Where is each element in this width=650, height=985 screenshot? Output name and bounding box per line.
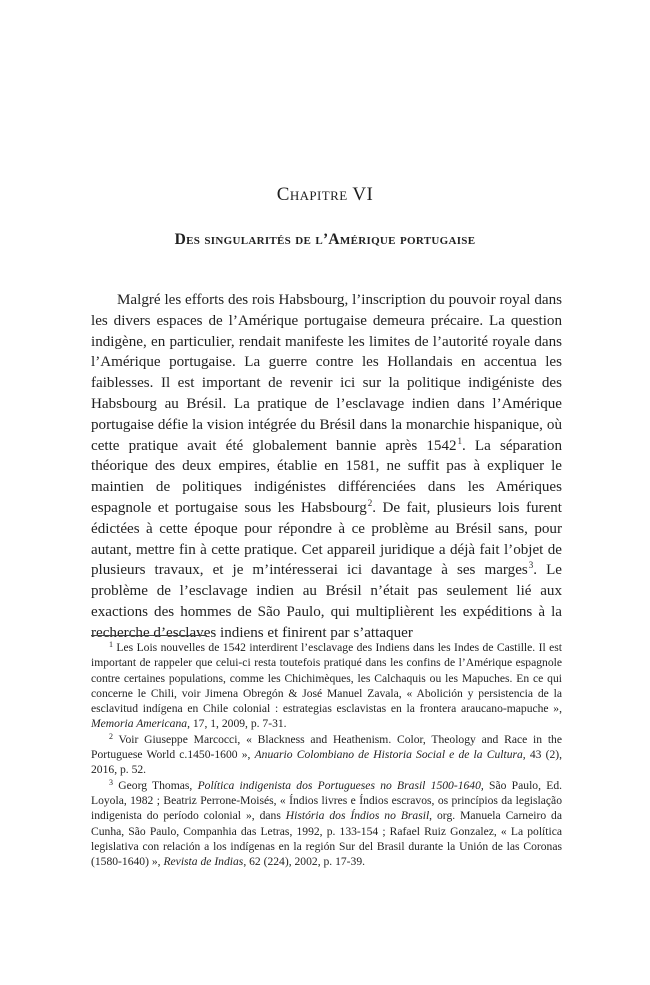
footnote-book-2: História dos Índios no Brasil (285, 809, 430, 823)
footnote-journal: Memoria Americana (91, 717, 188, 731)
footnote-3 (91, 778, 562, 870)
footnote-text-2: São Paulo, Ed. Loyola, 1982 ; Beatriz Perrone-Moisés, « Índios livres e Índios escravos, os princípios da legislação indigenista do período colonial », dans (91, 778, 563, 823)
footnote-book: Política indigenista dos Portugueses no Brasil 1500-1640, (197, 778, 484, 792)
footnote-number: 2 (109, 731, 113, 741)
footnote-number: 3 (109, 777, 113, 787)
footnote-text: Voir Giuseppe Marcocci, « Blackness and Heathenism. Color, Theology and Race in the Portuguese World c.1450-1600 », (91, 732, 562, 762)
footnotes (91, 640, 562, 869)
footnote-text: Georg Thomas, (113, 778, 198, 792)
body-text-part-3: . De fait, plusieurs lois furent édictées à cette époque pour répondre à ce problème au Brésil sans, pour autant, mettre fin à cette pratique. Cet appareil juridique a déjà fait l’objet de plusieurs travaux, et je m’intéresserai ici davantage à ses marges (91, 499, 562, 579)
footnote-tail: , 17, 1, 2009, p. 7-31. (187, 717, 287, 731)
footnote-ref-1: 1 (457, 435, 463, 446)
footnote-ref-3: 3 (528, 560, 534, 571)
footnote-text-3: , org. Manuela Carneiro da Cunha, São Paulo, Companhia das Letras, 1992, p. 133-154 ; Rafael Ruiz Gonzalez, « La política legislativa con relación a los indígenas en la región Sur del Brasil durante la Unión de las Coronas (1580-1640) », (91, 809, 562, 869)
footnote-text: Les Lois nouvelles de 1542 interdirent l’esclavage des Indiens dans les Indes de Castille. Il est important de rappeler que celui-ci resta toutefois pratiqué dans les confins de l’Amérique espagnole contre certaines populations, comme les Chichimèques, les Calchaquis ou les Mapuches. En ce qui concerne le Chili, voir Jimena Obregón & José Manuel Zavala, « Abolición y persistencia de la esclavitud indígena en Chile colonial : estrategias esclavistas en la frontera araucano-mapuche », (91, 641, 562, 716)
body-text-part-1: Malgré les efforts des rois Habsbourg, l’inscription du pouvoir royal dans les divers espaces de l’Amérique portugaise demeura précaire. La question indigène, en particulier, rendait manifeste les limites de l’autorité royale dans l’Amérique portugaise. La guerre contre les Hollandais en accentua les faiblesses. Il est important de revenir ici sur la politique indigéniste des Habsbourg au Brésil. La pratique de l’esclavage indien dans l’Amérique portugaise défie la vision intégrée du Brésil dans la monarchie hispanique, où cette pratique avait été globalement bannie après 1542 (91, 292, 562, 454)
footnote-ref-2: 2 (367, 497, 373, 508)
footnote-1 (91, 640, 562, 732)
chapter-label: Chapitre VI (276, 184, 374, 205)
body-paragraph (91, 290, 562, 644)
footnote-tail: 43 (2), 2016, p. 52. (91, 748, 562, 777)
footnote-journal: Anuario Colombiano de Historia Social e de la Cultura, (254, 748, 526, 762)
footnote-journal: Revista de Indias (163, 855, 244, 869)
footnote-separator (91, 635, 207, 636)
body-text-part-4: . Le problème de l’esclavage indien au Brésil n’était pas seulement lié aux exactions des hommes de São Paulo, qui multiplièrent les expéditions à la recherche d’esclaves indiens et finirent par s’attaquer (91, 562, 563, 641)
footnote-number: 1 (109, 640, 113, 649)
footnote-2 (91, 732, 562, 778)
chapter-title: Des singularités de l’Amérique portugaise (174, 231, 476, 248)
body-text-part-2: . La séparation théorique des deux empires, établie en 1581, ne suffit pas à expliquer le maintien de politiques indigénistes différenciées dans les Amériques espagnole et portugaise sous les Habsbourg (91, 437, 562, 516)
footnote-tail: , 62 (224), 2002, p. 17-39. (243, 855, 366, 869)
